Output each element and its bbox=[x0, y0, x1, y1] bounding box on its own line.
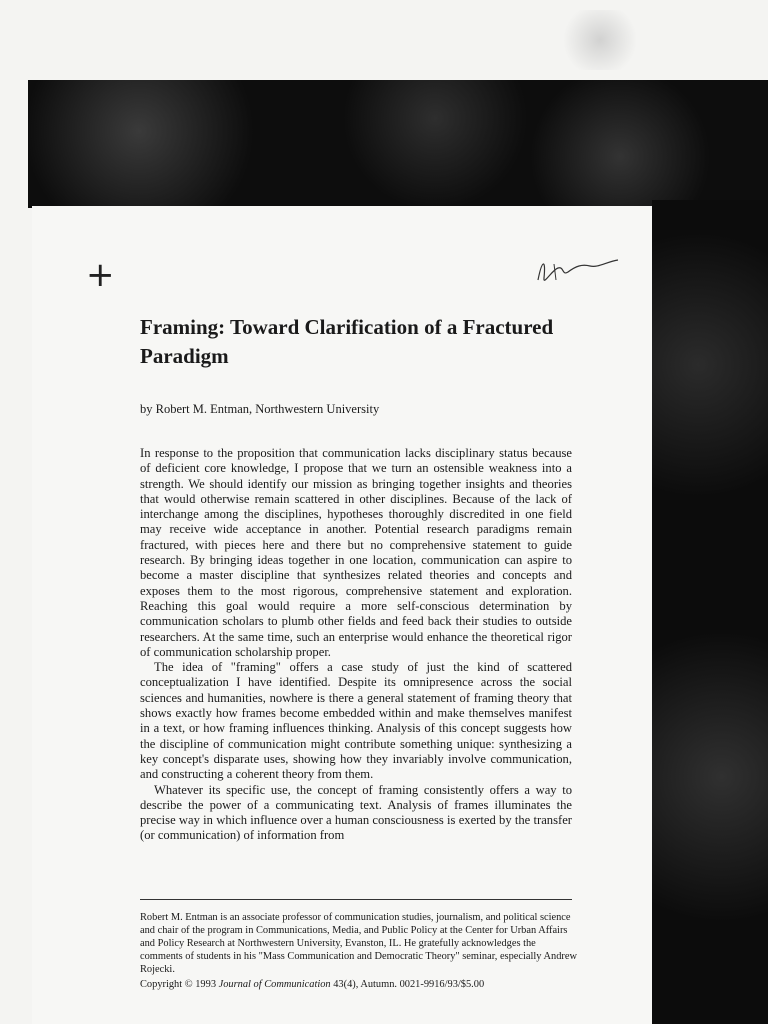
article-title: Framing: Toward Clarification of a Fractured Paradigm bbox=[140, 315, 554, 368]
copyright-prefix: Copyright © 1993 bbox=[140, 979, 217, 990]
scan-dark-border-right bbox=[652, 200, 768, 1024]
handwritten-plus-mark: + bbox=[86, 255, 115, 295]
article-body bbox=[140, 446, 572, 844]
copyright-line bbox=[140, 979, 580, 990]
copyright-suffix: 43(4), Autumn. 0021-9916/93/$5.00 bbox=[333, 979, 485, 990]
author-footnote: Robert M. Entman is an associate professor of communication studies, journalism, and political science and chair of the program in Communications, Media, and Public Policy at the Center for Urban Affairs and Policy Research at Northwestern University, Evanston, IL. He gratefully acknowledges the comments of students in his "Mass Communication and Democratic Theory" seminar, especially Andrew Rojecki. bbox=[140, 912, 577, 975]
body-paragraph: Whatever its specific use, the concept of framing consistently offers a way to describe the power of a communicating text. Analysis of frames illuminates the precise way in which influence over a human consciousness is exerted by the transfer (or communication) of information from bbox=[140, 782, 572, 843]
article-byline: by Robert M. Entman, Northwestern University bbox=[140, 402, 380, 416]
journal-name: Journal of Communication bbox=[218, 979, 331, 990]
scan-dark-border-top bbox=[28, 80, 768, 208]
footnote-divider bbox=[140, 899, 572, 900]
handwritten-signature bbox=[532, 250, 622, 290]
body-paragraph: In response to the proposition that communication lacks disciplinary status because of deficient core knowledge, I propose that we turn an ostensible weakness into a strength. We should identify our mission as bringing together insights and theories that would otherwise remain scattered in other disciplines. Because of the lack of interchange among the disciplines, hypotheses thoroughly discredited in one field may receive wide acceptance in another. Potential research paradigms remain fractured, with pieces here and there but no comprehensive statement to guide research. By bringing ideas together in one location, communication can aspire to become a master discipline that synthesizes related theories and concepts and exposes them to the most rigorous, comprehensive statement and exploration. Reaching this goal would require a more self-conscious determination by communication scholars to plumb other fields and feed back their studies to outside researchers. At the same time, such an enterprise would enhance the theoretical rigor of communication scholarship proper. bbox=[140, 446, 572, 659]
body-paragraph: The idea of "framing" offers a case study of just the kind of scattered conceptualization I have identified. Despite its omnipresence across the social sciences and humanities, nowhere is there a general statement of framing theory that shows exactly how frames become embedded within and make themselves manifest in a text, or how framing influences thinking. Analysis of this concept suggests how the discipline of communication might contribute something unique: synthesizing a key concept's disparate uses, showing how they invariably involve communication, and constructing a coherent theory from them. bbox=[140, 660, 572, 782]
scan-noise bbox=[560, 10, 660, 70]
